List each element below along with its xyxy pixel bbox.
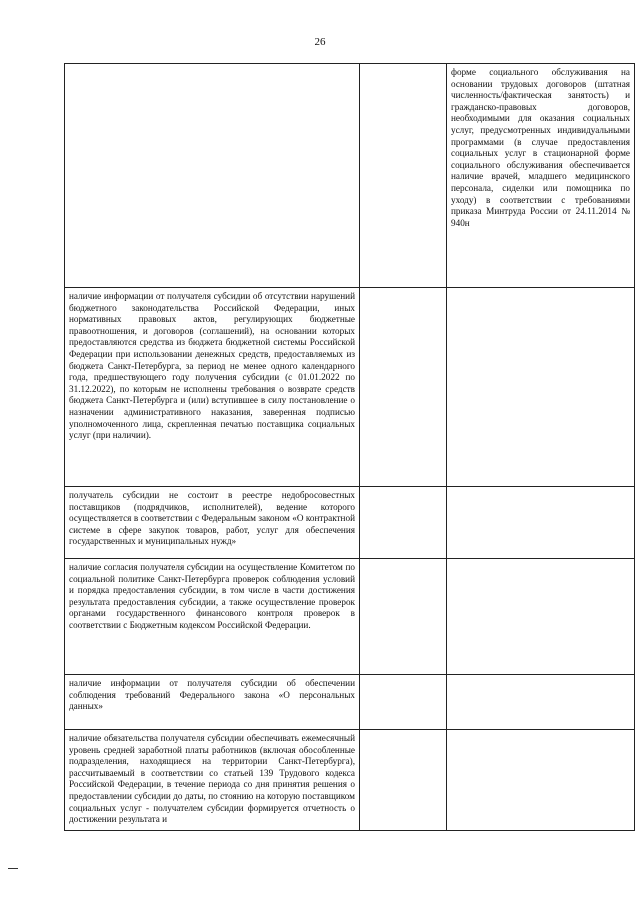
scan-edge-mark xyxy=(8,868,18,869)
table-row xyxy=(65,64,635,288)
table-cell-criterion: получатель субсидии не состоит в реестре недобросовестных поставщиков (подрядчиков, исполнителей), ведение которого осуществляется в соответствии с Федеральным законом «О контрактной системе в сфере закупок товаров, работ, услуг для обеспечения государственных и муниципальных нужд» xyxy=(65,487,360,559)
table-row xyxy=(65,730,635,831)
table-cell-middle xyxy=(360,675,447,730)
table-cell-criterion: наличие информации от получателя субсидии об обеспечении соблюдения требований Федерального закона «О персональных данных» xyxy=(65,675,360,730)
table-cell-criterion xyxy=(65,64,360,288)
table-cell-requirement xyxy=(447,675,635,730)
table-cell-criterion: наличие информации от получателя субсидии об отсутствии нарушений бюджетного законодательства Российской Федерации, иных нормативных правовых актов, регулирующих бюджетные правоотношения, и договоров (соглашений), на основании которых предоставляются средства из бюджета бюджетной системы Российской Федерации при использовании денежных средств, предоставляемых из бюджета Санкт-Петербурга, за период не менее одного календарного года, предшествующего году получения субсидии (с 01.01.2022 по 31.12.2022), по которым не исполнены требования о возврате средств бюджета Санкт-Петербурга и (или) вступившее в силу постановление о назначении административного наказания, заверенная подписью уполномоченного лица, скрепленная печатью поставщика социальных услуг (при наличии). xyxy=(65,288,360,487)
table-cell-criterion: наличие обязательства получателя субсидии обеспечивать ежемесячный уровень средней заработной платы работников (включая обособленные подразделения, находящиеся на территории Санкт-Петербурга), рассчитываемый в соответствии со статьей 139 Трудового кодекса Российской Федерации, в течение периода со дня принятия решения о предоставлении субсидии до даты, по стоянию на которую поставщиком социальных услуг - получателем субсидии формируется отчетность о достижении результата и xyxy=(65,730,360,831)
table-cell-requirement xyxy=(447,559,635,675)
table-cell-middle xyxy=(360,730,447,831)
table-row xyxy=(65,288,635,487)
table-row xyxy=(65,559,635,675)
table-cell-requirement: форме социального обслуживания на основании трудовых договоров (штатная численность/фактическая занятость) и гражданско-правовых договоров, необходимыми для оказания социальных услуг, предусмотренных индивидуальными программами (в случае предоставления социальных услуг в стационарной форме социального обслуживания обеспечивается наличие врачей, младшего медицинского персонала, сиделки или помощника по уходу) в соответствии с требованиями приказа Минтруда России от 24.11.2014 № 940н xyxy=(447,64,635,288)
table-cell-middle xyxy=(360,64,447,288)
table-row xyxy=(65,487,635,559)
table-cell-requirement xyxy=(447,288,635,487)
page-number: 26 xyxy=(314,36,326,48)
table-cell-middle xyxy=(360,288,447,487)
criteria-table xyxy=(64,63,635,831)
table-cell-criterion: наличие согласия получателя субсидии на осуществление Комитетом по социальной политике Санкт-Петербурга проверок соблюдения условий и порядка предоставления субсидии, в том числе в части достижения результата предоставления субсидии, а также осуществление проверок органами государственного финансового контроля проверок в соответствии с Бюджетным кодексом Российской Федерации. xyxy=(65,559,360,675)
table-row xyxy=(65,675,635,730)
table-cell-requirement xyxy=(447,730,635,831)
table-cell-middle xyxy=(360,487,447,559)
table-cell-middle xyxy=(360,559,447,675)
table-cell-requirement xyxy=(447,487,635,559)
